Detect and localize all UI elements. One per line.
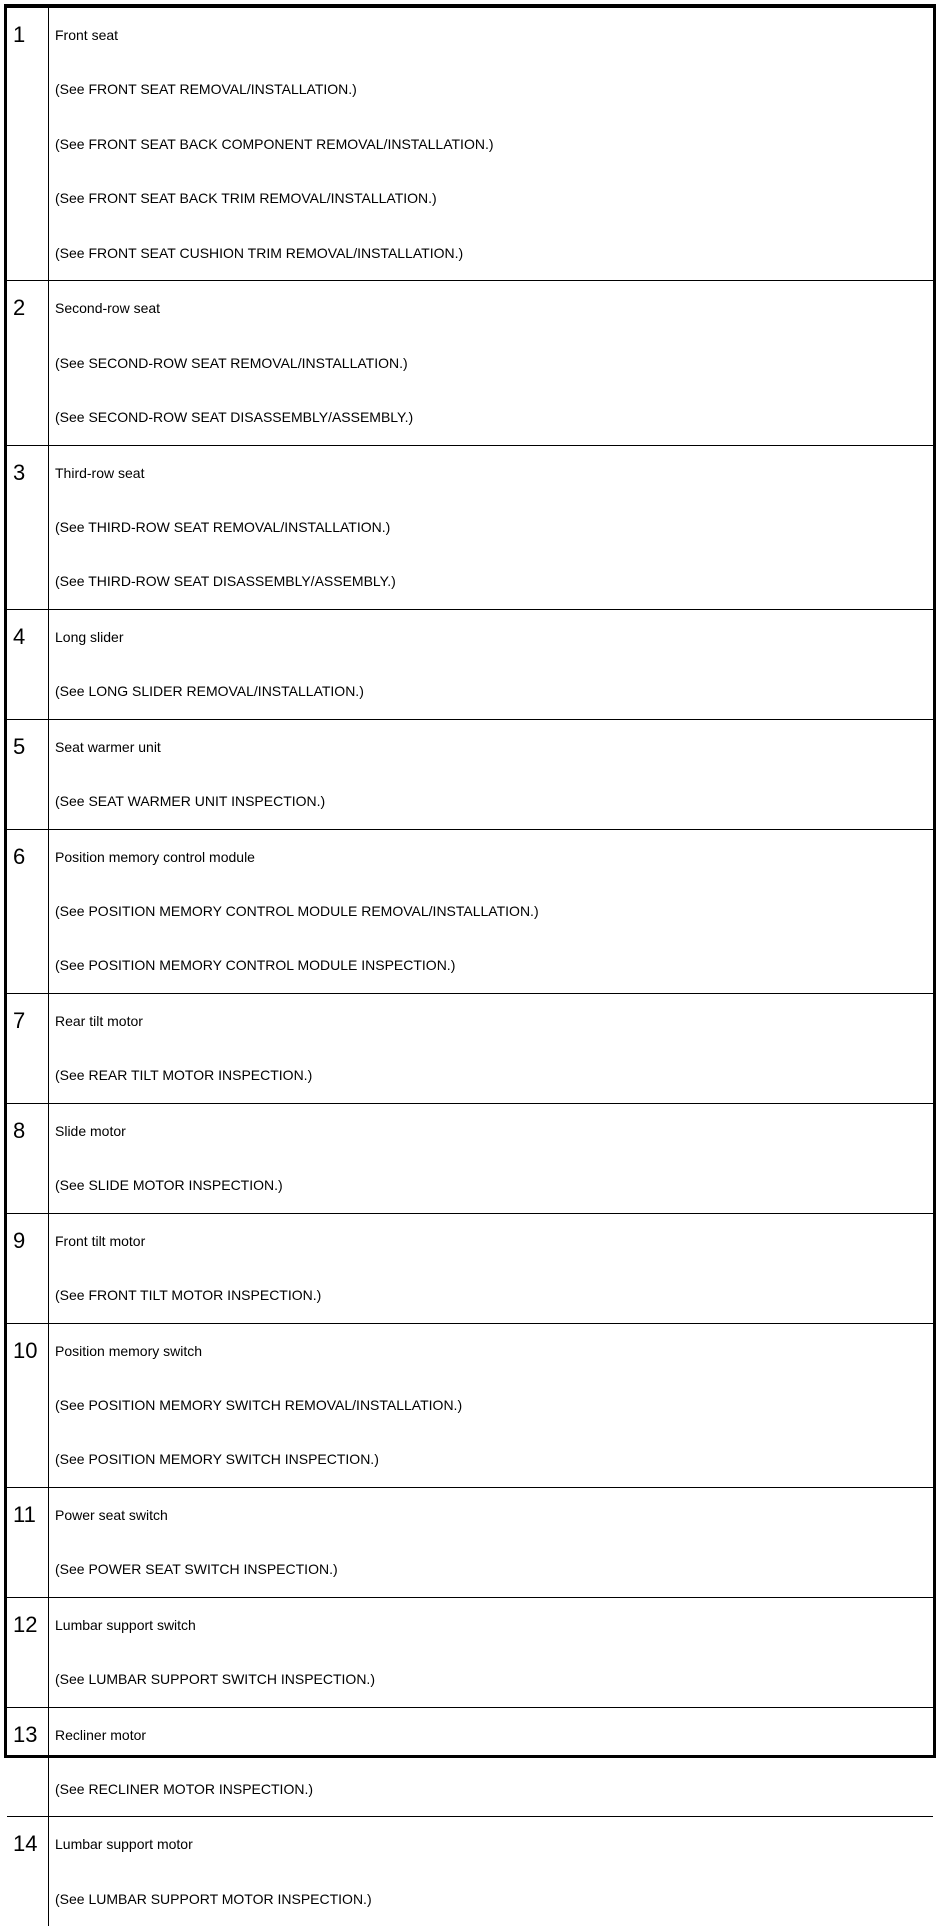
row-content	[49, 1488, 933, 1597]
row-content	[49, 1598, 933, 1707]
component-name: Lumbar support motor	[55, 1836, 193, 1853]
row-content	[49, 1708, 933, 1817]
reference-link-text: (See THIRD-ROW SEAT DISASSEMBLY/ASSEMBLY.)	[55, 573, 396, 590]
table-row	[7, 1103, 933, 1213]
row-number: 7	[7, 994, 49, 1103]
component-name: Position memory switch	[55, 1342, 203, 1359]
row-content	[49, 1214, 933, 1323]
reference-link-text: (See LUMBAR SUPPORT SWITCH INSPECTION.)	[55, 1671, 375, 1688]
reference-link-text: (See FRONT TILT MOTOR INSPECTION.)	[55, 1287, 322, 1304]
reference-link-text: (See FRONT SEAT BACK COMPONENT REMOVAL/INSTALLATION.)	[55, 135, 494, 152]
reference-link-text: (See RECLINER MOTOR INSPECTION.)	[55, 1781, 314, 1797]
component-name: Position memory control module	[55, 848, 255, 865]
row-number: 2	[7, 281, 49, 444]
table-row	[7, 1487, 933, 1597]
reference-link-text: (See POSITION MEMORY CONTROL MODULE INSPECTION.)	[55, 957, 456, 974]
row-content	[49, 1817, 933, 1926]
component-name: Rear tilt motor	[55, 1012, 143, 1029]
reference-link-text: (See LONG SLIDER REMOVAL/INSTALLATION.)	[55, 683, 364, 700]
component-table	[4, 4, 936, 1907]
table-row	[7, 609, 933, 719]
reference-link-text: (See POSITION MEMORY SWITCH REMOVAL/INSTALLATION.)	[55, 1396, 463, 1413]
row-number: 9	[7, 1214, 49, 1323]
table-row	[7, 993, 933, 1103]
row-number: 6	[7, 830, 49, 993]
table-row	[7, 1816, 933, 1926]
row-number: 11	[7, 1488, 49, 1597]
table-row	[7, 1213, 933, 1323]
table-row	[7, 1597, 933, 1707]
row-content	[49, 446, 933, 609]
reference-link-text: (See POSITION MEMORY SWITCH INSPECTION.)	[55, 1451, 379, 1468]
table-row	[7, 445, 933, 609]
reference-link-text: (See SLIDE MOTOR INSPECTION.)	[55, 1177, 283, 1194]
table-row	[7, 1323, 933, 1487]
row-content	[49, 830, 933, 993]
row-number: 12	[7, 1598, 49, 1707]
row-content	[49, 1104, 933, 1213]
reference-link-text: (See SECOND-ROW SEAT DISASSEMBLY/ASSEMBLY.)	[55, 409, 414, 426]
reference-link-text: (See SECOND-ROW SEAT REMOVAL/INSTALLATION.)	[55, 354, 408, 371]
component-name: Slide motor	[55, 1122, 126, 1139]
reference-link-text: (See REAR TILT MOTOR INSPECTION.)	[55, 1067, 313, 1084]
component-name: Front tilt motor	[55, 1232, 146, 1249]
component-name: Seat warmer unit	[55, 738, 161, 755]
row-number: 13	[7, 1708, 49, 1817]
row-content	[49, 610, 933, 719]
row-content	[49, 1324, 933, 1487]
row-number: 1	[7, 8, 49, 280]
reference-link-text: (See FRONT SEAT BACK TRIM REMOVAL/INSTALLATION.)	[55, 190, 437, 207]
component-name: Third-row seat	[55, 464, 145, 481]
table-row	[7, 719, 933, 829]
row-number: 3	[7, 446, 49, 609]
row-number: 10	[7, 1324, 49, 1487]
reference-link-text: (See FRONT SEAT CUSHION TRIM REMOVAL/INSTALLATION.)	[55, 244, 464, 261]
row-number: 8	[7, 1104, 49, 1213]
component-name: Lumbar support switch	[55, 1616, 196, 1633]
component-name: Long slider	[55, 628, 124, 645]
row-content	[49, 994, 933, 1103]
row-content	[49, 720, 933, 829]
table-row	[7, 7, 933, 280]
component-name: Recliner motor	[55, 1726, 147, 1743]
row-number: 5	[7, 720, 49, 829]
row-content	[49, 8, 933, 280]
row-content	[49, 281, 933, 444]
row-number: 4	[7, 610, 49, 719]
reference-link-text: (See SEAT WARMER UNIT INSPECTION.)	[55, 793, 326, 810]
reference-link-text: (See POWER SEAT SWITCH INSPECTION.)	[55, 1561, 338, 1578]
component-name: Second-row seat	[55, 300, 161, 317]
component-name: Power seat switch	[55, 1506, 168, 1523]
reference-link-text: (See LUMBAR SUPPORT MOTOR INSPECTION.)	[55, 1890, 372, 1907]
row-number: 14	[7, 1817, 49, 1926]
component-name: Front seat	[55, 27, 119, 43]
table-row	[7, 280, 933, 444]
reference-link-text: (See THIRD-ROW SEAT REMOVAL/INSTALLATION.)	[55, 518, 391, 535]
reference-link-text: (See POSITION MEMORY CONTROL MODULE REMOVAL/INSTALLATION.)	[55, 903, 539, 919]
reference-link-text: (See FRONT SEAT REMOVAL/INSTALLATION.)	[55, 81, 357, 98]
table-row	[7, 829, 933, 993]
